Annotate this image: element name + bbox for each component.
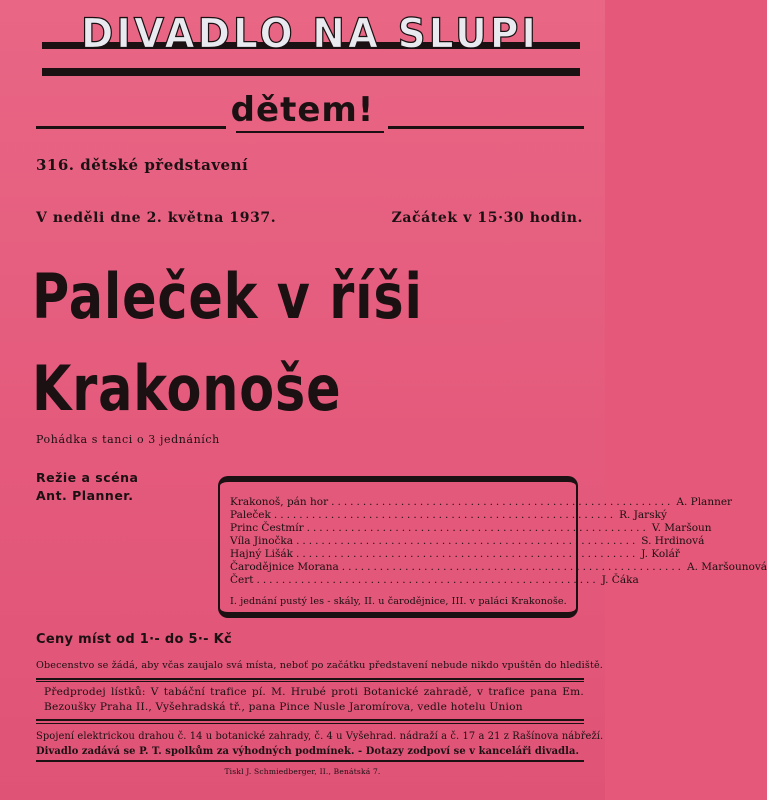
presale-rule-bottom-1 — [36, 719, 584, 721]
cast-actor: A. Planner — [676, 496, 733, 508]
cast-actor: S. Hrdinová — [641, 535, 705, 547]
play-title-line-2: Krakonoše — [32, 352, 342, 425]
cast-row — [230, 509, 667, 522]
cast-role: Princ Čestmír — [230, 522, 304, 534]
cast-row — [230, 522, 712, 535]
tram-connection: Spojení elektrickou drahou č. 14 u botanické zahrady, č. 4 u Vyšehrad. nádraží a č. 17 a 21 z Rašínova nábřeží. — [36, 731, 604, 742]
rule-under-heading — [236, 131, 384, 133]
cast-box — [218, 476, 767, 618]
cast-actor: J. Čáka — [601, 574, 639, 586]
footer-rule — [36, 760, 584, 762]
cast-list — [230, 496, 767, 587]
transport-info — [36, 729, 604, 759]
printer-credit: Tiskl J. Schmiedberger, II., Benátská 7. — [224, 767, 381, 776]
cast-role: Čert — [230, 574, 254, 586]
header-bar-bottom — [42, 68, 580, 76]
dot-leader: ...................................................... — [296, 548, 639, 560]
cast-role: Víla Jinočka — [230, 535, 294, 547]
for-children-heading: dětem! — [230, 90, 375, 130]
cast-row — [230, 548, 680, 561]
start-time: Začátek v 15·30 hodin. — [391, 210, 583, 226]
dot-leader: ...................................................... — [273, 509, 617, 521]
audience-notice: Obecenstvo se žádá, aby včas zaujalo svá místa, neboť po začátku představení nebude nikdo vpuštěn do hlediště. — [36, 660, 604, 671]
dot-leader: ...................................................... — [296, 535, 639, 547]
dot-leader: ...................................................... — [256, 574, 599, 586]
cast-role: Hajný Lišák — [230, 548, 294, 560]
ticket-prices: Ceny míst od 1·- do 5·- Kč — [36, 632, 233, 647]
cast-actor: J. Kolář — [641, 548, 680, 560]
play-subtitle: Pohádka s tanci o 3 jednáních — [36, 433, 220, 446]
cast-row — [230, 535, 705, 548]
acts-settings: I. jednání pustý les - skály, II. u čarodějnice, III. v paláci Krakonoše. — [230, 596, 567, 607]
dot-leader: ...................................................... — [341, 561, 684, 573]
booking-note: Divadlo zadává se P. T. spolkům za výhodných podmínek. - Dotazy zodpoví se v kanceláři divadla. — [36, 746, 579, 757]
presale-info: Předprodej lístků: V tabáční trafice pí. M. Hrubé proti Botanické zahradě, v trafice pana Em. Bezoušky Praha II., Vyšehradská tř., pana Pince Nusle Jaromírova, vedle hotelu Union — [44, 686, 584, 713]
cast-actor: A. Maršounová — [687, 561, 767, 573]
performance-date: V neděli dne 2. května 1937. — [36, 210, 277, 226]
rule-right — [388, 126, 584, 129]
cast-row — [230, 561, 767, 574]
presale-rule-top-1 — [36, 678, 584, 680]
performance-number: 316. dětské představení — [36, 156, 249, 174]
theatre-name: DIVADLO NA SLUPI — [81, 10, 539, 59]
director-name: Ant. Planner. — [36, 488, 134, 503]
cast-role: Čarodějnice Morana — [230, 561, 339, 573]
presale-rule-bottom-2 — [36, 723, 584, 724]
cast-role: Krakonoš, pán hor — [230, 496, 329, 508]
direction-credit — [36, 469, 138, 505]
direction-label: Režie a scéna — [36, 470, 139, 485]
presale-rule-top-2 — [36, 681, 584, 682]
cast-row — [230, 574, 639, 587]
play-title-line-1: Paleček v říši — [32, 260, 423, 333]
cast-role: Paleček — [230, 509, 271, 521]
dot-leader: ...................................................... — [331, 496, 674, 508]
cast-row — [230, 496, 733, 509]
cast-actor: V. Maršoun — [651, 522, 712, 534]
cast-actor: R. Jarský — [619, 509, 667, 521]
dot-leader: ...................................................... — [306, 522, 649, 534]
